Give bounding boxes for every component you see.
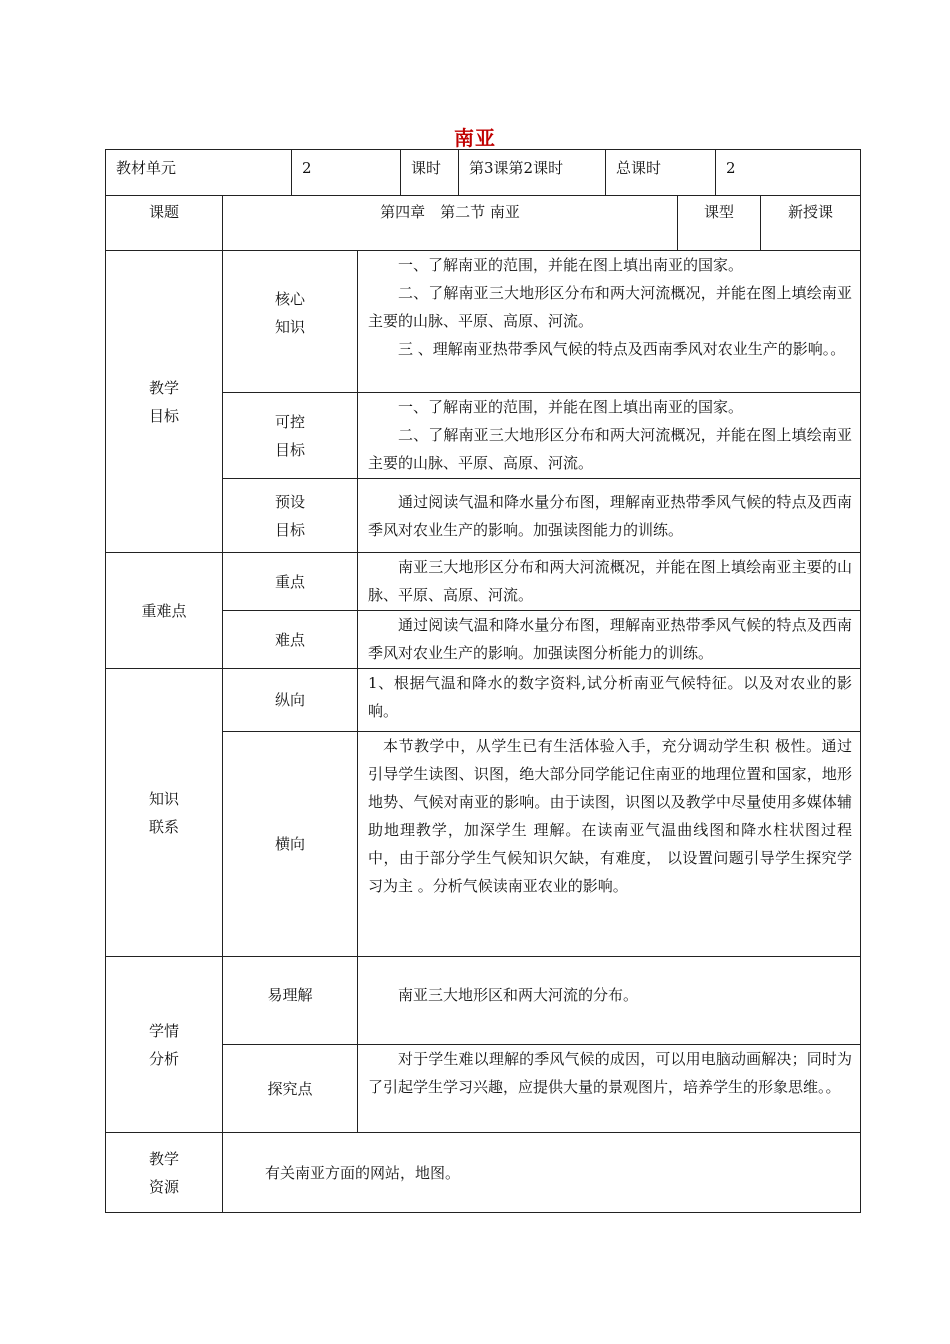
horizontal-text: 本节教学中，从学生已有生活体验入手，充分调动学生积 极性。通过引导学生读图、识图，绝大部分同学能记住南亚的地理位置和国家，地形地势、气候对南亚的影响。由于读图，识图以及教学中尽量使用多媒体辅助地理教学，加深学生 理解。在读南亚气温曲线图和降水柱状图过程中，由于部分学生气候知识欠缺，有难度， 以设置问题引导学生探究学习为主 。分析气候读南亚农业的影响。 <box>358 732 861 957</box>
explore-text: 对于学生难以理解的季风气候的成因，可以用电脑动画解决；同时为了引起学生学习兴趣，应提供大量的景观图片，培养学生的形象思维。。 <box>358 1045 861 1133</box>
teaching-goals-label: 教学 目标 <box>106 251 223 553</box>
topic-label: 课题 <box>106 196 223 251</box>
resources-label: 教学 资源 <box>106 1133 223 1213</box>
core-knowledge-text: 一、了解南亚的范围，并能在图上填出南亚的国家。 二、了解南亚三大地形区分布和两大河流概况，并能在图上填绘南亚主要的山脉、平原、高原、河流。 三 、理解南亚热带季风气候的特点及西南季风对农业生产的影响。。 <box>358 251 861 393</box>
difficulty-text: 通过阅读气温和降水量分布图，理解南亚热带季风气候的特点及西南季风对农业生产的影响。加强读图分析能力的训练。 <box>358 611 861 669</box>
easy-label: 易理解 <box>223 957 358 1045</box>
unit-value: 2 <box>292 150 401 196</box>
easy-text: 南亚三大地形区和两大河流的分布。 <box>358 957 861 1045</box>
key-points-label: 重难点 <box>106 553 223 669</box>
header-table <box>105 149 861 196</box>
controllable-goals-text: 一、了解南亚的范围，并能在图上填出南亚的国家。 二、了解南亚三大地形区分布和两大河流概况，并能在图上填绘南亚主要的山脉、平原、高原、河流。 <box>358 393 861 479</box>
preset-goals-label: 预设 目标 <box>223 479 358 553</box>
total-lessons-value: 2 <box>716 150 861 196</box>
vertical-label: 纵向 <box>223 669 358 732</box>
lesson-label: 课时 <box>401 150 459 196</box>
lesson-type-value: 新授课 <box>761 196 861 251</box>
focus-label: 重点 <box>223 553 358 611</box>
lesson-type-label: 课型 <box>678 196 761 251</box>
topic-value: 第四章 第二节 南亚 <box>223 196 678 251</box>
focus-text: 南亚三大地形区分布和两大河流概况，并能在图上填绘南亚主要的山脉、平原、高原、河流。 <box>358 553 861 611</box>
difficulty-label: 难点 <box>223 611 358 669</box>
horizontal-label: 横向 <box>223 732 358 957</box>
lesson-plan-table <box>105 195 861 1213</box>
lesson-value: 第3课第2课时 <box>459 150 606 196</box>
controllable-goals-label: 可控 目标 <box>223 393 358 479</box>
knowledge-links-label: 知识 联系 <box>106 669 223 957</box>
preset-goals-text: 通过阅读气温和降水量分布图，理解南亚热带季风气候的特点及西南季风对农业生产的影响。加强读图能力的训练。 <box>358 479 861 553</box>
vertical-text: 1、根据气温和降水的数字资料,试分析南亚气候特征。以及对农业的影响。 <box>358 669 861 732</box>
resources-text: 有关南亚方面的网站，地图。 <box>223 1133 861 1213</box>
total-lessons-label: 总课时 <box>606 150 716 196</box>
core-knowledge-label: 核心 知识 <box>223 251 358 393</box>
unit-label: 教材单元 <box>106 150 292 196</box>
page-title: 南亚 <box>454 126 496 150</box>
explore-label: 探究点 <box>223 1045 358 1133</box>
learning-analysis-label: 学情 分析 <box>106 957 223 1133</box>
